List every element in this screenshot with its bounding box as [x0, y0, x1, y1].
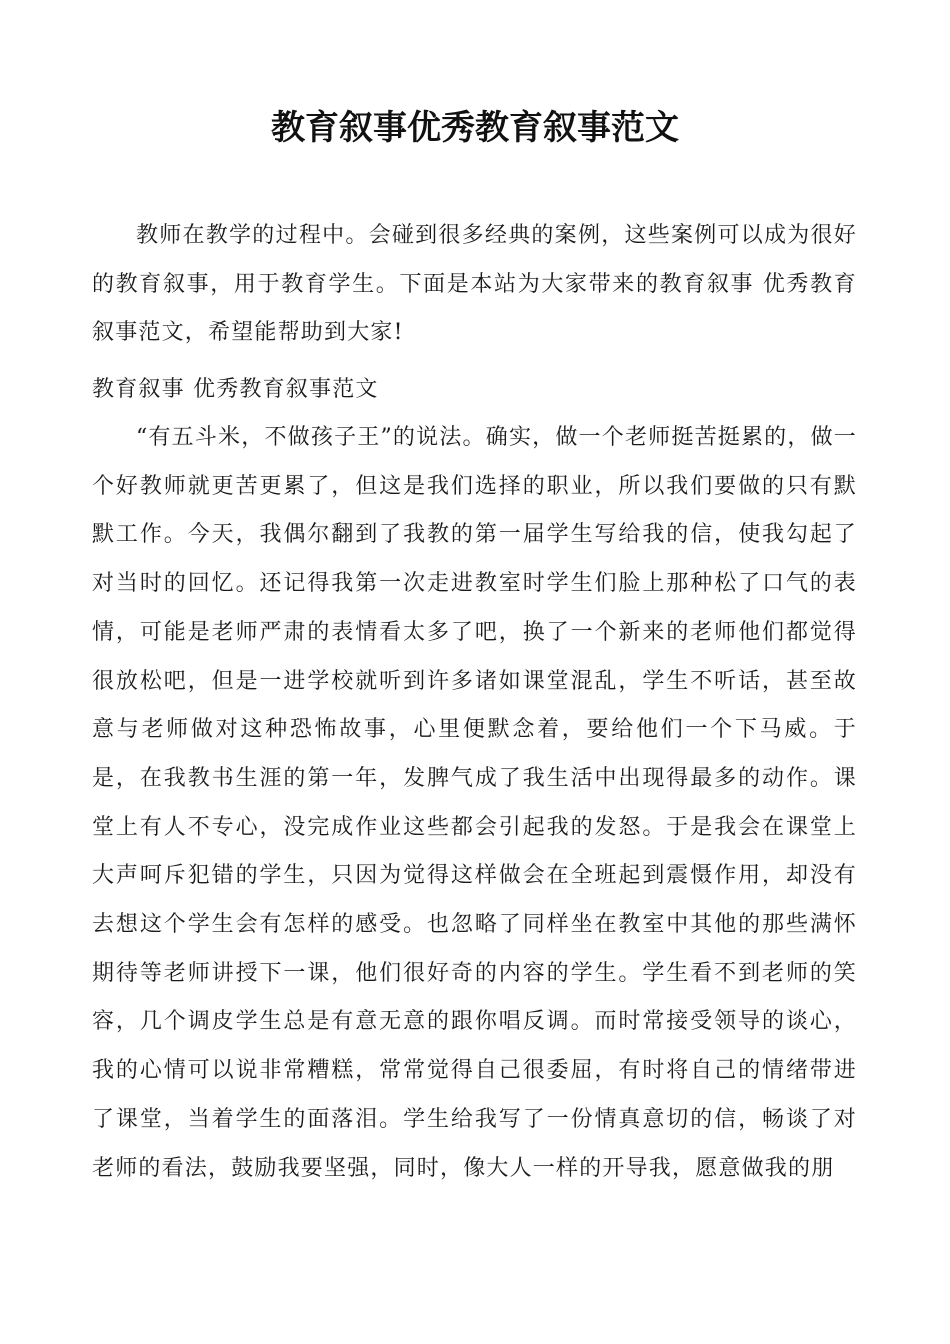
document-title: 教育叙事优秀教育叙事范文	[271, 108, 679, 148]
intro-paragraph: 教师在教学的过程中。会碰到很多经典的案例，这些案例可以成为很好的教育叙事，用于教育学生。下面是本站为大家带来的教育叙事 优秀教育叙事范文，希望能帮助到大家!	[92, 223, 857, 346]
body-paragraph: “有五斗米，不做孩子王”的说法。确实，做一个老师挺苦挺累的，做一个好教师就更苦更累了，但这是我们选择的职业，所以我们要做的只有默默工作。今天，我偶尔翻到了我教的第一届学生写给我的信，使我勾起了对当时的回忆。还记得我第一次走进教室时学生们脸上那种松了口气的表情，可能是老师严肃的表情看太多了吧，换了一个新来的老师他们都觉得很放松吧，但是一进学校就听到许多诸如课堂混乱，学生不听话，甚至故意与老师做对这种恐怖故事，心里便默念着，要给他们一个下马威。于是，在我教书生涯的第一年，发脾气成了我生活中出现得最多的动作。课堂上有人不专心，没完成作业这些都会引起我的发怒。于是我会在课堂上大声呵斥犯错的学生，只因为觉得这样做会在全班起到震慑作用，却没有去想这个学生会有怎样的感受。也忽略了同样坐在教室中其他的那些满怀期待等老师讲授下一课，他们很好奇的内容的学生。学生看不到老师的笑容，几个调皮学生总是有意无意的跟你唱反调。而时常接受领导的谈心，我的心情可以说非常糟糕，常常觉得自己很委屈，有时将自己的情绪带进了课堂，当着学生的面落泪。学生给我写了一份情真意切的信，畅谈了对老师的看法，鼓励我要坚强，同时，像大人一样的开导我，愿意做我的朋	[92, 425, 857, 1181]
section-subheading: 教育叙事 优秀教育叙事范文	[92, 377, 379, 402]
